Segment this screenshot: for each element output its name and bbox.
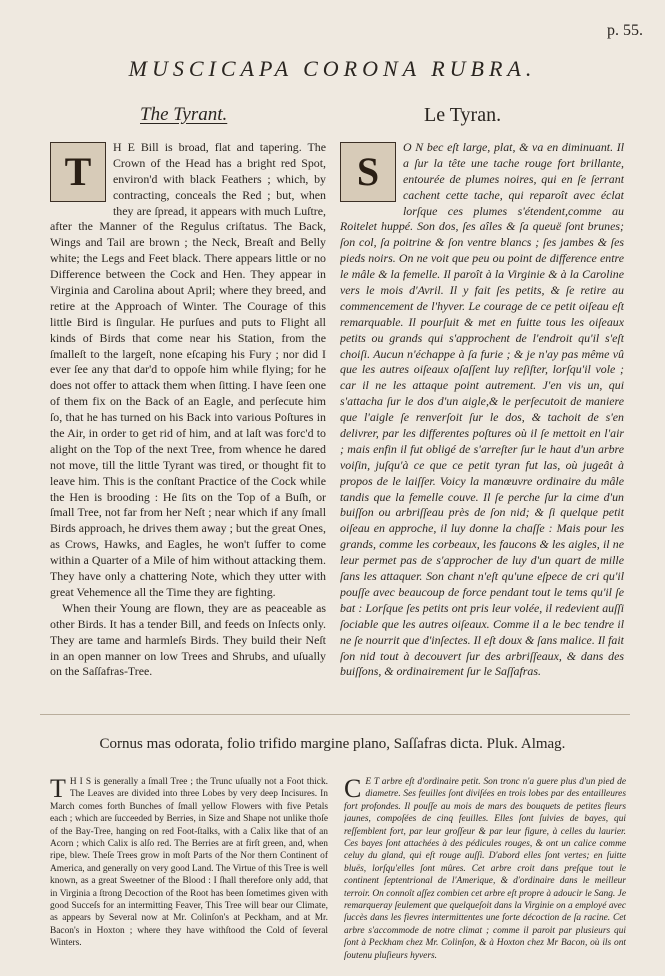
french-paragraph-1: O N bec eſt large, plat, & va en diminuant. Il a ſur la tête une tache rouge fort brillante, entourée de plumes noires, qui en ſe ſerrant cachent cette tache, qui reparoît avec éclat lorſque ces plumes s'étendent,comme au Roitelet huppé. Son dos, ſes aîles & ſa queuë ſont brunes; ſon col, ſa poitrine & ſon ventre blancs ; ſes jambes & ſes pieds noirs. On ne voit que peu ou point de difference entre le mâle & la femelle. Il paroît à la Virginie & à la Caroline vers le mois d'Avril. Il y fait ſes petits, & ſe retire au commencement de l'hyver. Le courage de ce petit oiſeau eſt remarquable. Il pourſuit & met en fuitte tous les oiſeaux petits ou grands qui s'approchent de l'endroit qu'il s'eſt choiſi. Aucun n'échappe à ſa furie ; & je n'ay pas même vû que les autres oiſeaux oſaſſent luy reſiſter, lorſqu'il vole ; car il ne les attaque point autrement. J'en vis un, qui s'attacha ſur le dos d'un aigle,& le perſecutoit de maniere que l'aigle ſe renverſoit ſur le dos, & tachoit de s'en delivrer, par les differentes poſtures où il ſe mettoit en l'air ; mais enfin il fut obligé de s'arreſter ſur le haut d'un arbre voiſin, juſqu'à ce que ce petit tyran fut las, où jugeât à propos de le laiſſer. Voicy la manœuvre ordinaire du mâle tandis que la femelle couve. Il ſe perche ſur la cime d'un buiſſon ou arbriſſeau près de ſon nid; & ſi quelque petit oiſeau en approche, il luy donne la chaſſe : Mais pour les grands, comme les corbeaux, les faucons & les aigles, il ne leur permet pas de s'approcher de luy d'un quart de mille ſans les attaquer. Son chant n'eſt qu'une eſpece de cri qu'il pouſſe avec beaucoup de force pendant tout le tems qu'il ſe bat : Lorſque ſes petits ont pris leur volée, il redevient auſſi ſociable que les autres oiſeaux. Comme il a le bec tendre il ne ſe nourrit que d'inſectes. Il eſt doux & ſans malice. Il fait ſon nid tout à decouvert ſur des arbriſſeaux, & dans des buiſſons, & ordinairement ſur le Saſſafras. [340,140,624,679]
footer-french [344,776,626,968]
subtitle-french: Le Tyran. [424,104,502,126]
english-paragraph-1: H E Bill is broad, flat and tapering. The Crown of the Head has a bright red Spot, environ'd with black Feathers ; which, by contracting, conceals the Red ; but, when they are ſpread, it appears with much Luſtre, after the Manner of the Regulus criſtatus. The Back, Wings and Tail are brown ; the Neck, Breaſt and Belly white; the Legs and Feet black. There appears little or no Difference between the Cock and Hen. They appear in Virginia and Carolina about April; where they breed, and retire at the Approach of Winter. The Courage of this little Bird is ſingular. He purſues and puts to Flight all kinds of Birds that come near his Station, from the ſmalleſt to the largeſt, none eſcaping his Fury ; nor did I ever ſee any that dar'd to oppoſe him while flying; for he does not offer to attack them when ſitting. I have ſeen one of them fix on the Back of an Eagle, and perſecute him ſo, that he has turned on his Back into various Poſtures in the Air, in order to get rid of him, and at laſt was forc'd to alight on the Top of the next Tree, from whence he dared not move, till the little Tyrant was tired, or thought fit to leave him. This is the conſtant Practice of the Cock while the Hen is brooding : He ſits on the Top of a Buſh, or ſmall Tree, not far from her Neſt ; near which if any ſmall Birds approach, he drives them away ; but the great Ones, as Crows, Hawks, and Eagles, he won't ſuffer to come within a Quarter of a Mile of him without attacking them. They have only a chattering Note, which they utter with great Vehemence all the Time they are fighting. [50,140,326,599]
french-dropcap: S [340,142,396,202]
english-column [50,140,326,705]
section-divider [40,714,630,715]
footer-english-text: H I S is generally a ſmall Tree ; the Trunc uſually not a Foot thick. The Leaves are divided into three Lobes by very deep Incisures. In March comes forth Bunches of ſmall yellow Flowers with five Petals each ; which are ſucceeded by Berries, in Size and Shape not unlike thoſe of the Bay-Tree, hanging on red Foot-ſtalks, with a Calix like that of an Acorn ; which Calix is alſo red. The Berries are at firſt green, and, when ripe, blew. Theſe Trees grow in moſt Parts of the Nor thern Continent of America, and generally on very good Land. The Virtue of this Tree is well known, as a great Sweetner of the Blood : I ſhall therefore only add, that in Virginia a ſtrong Decoction of the Root has been ſometimes given with good Succeſs for an intermitting Feaver, This Tree will bear our Climate, as appears by Several now at Mr. Colinſon's at Peckham, and at Mr. Bacon's in Hoxton ; where they have withſtood the Cold of ſeveral Winters. [50,777,328,949]
footer-french-cap: C [344,776,362,803]
english-paragraph-2: When their Young are flown, they are as peaceable as other Birds. It has a tender Bill, and feeds on Inſects only. They are tame and harmleſs Birds. They build their Neſt in an open manner on low Trees and Shrubs, and uſually on the Saſſafras-Tree. [50,600,326,679]
footer-english [50,776,328,968]
footer-french-text: E T arbre eſt d'ordinaire petit. Son tronc n'a guere plus d'un pied de diametre. Ses feuilles ſont diviſées en trois lobes par des entailleures fort profondes. Il pouſſe au mois de mars des bouquets de petites fleurs jaunes, compoſées de cinq feuilles. Elles ſont ſuivies de bayes, qui reſſemblent fort, par leur groſſeur & par leur figure, à celles du laurier. Ces bayes ſont attachées à des pédicules rouges, & ont un calice comme celuy du gland, qui eſt rouge auſſi. D'abord elles ſont vertes; en ſuitte bluës, lorſqu'elles ſont mûres. Cet arbre croit dans preſque tout le continent ſeptentrional de l'Amerique, & d'ordinaire dans le meilleur terroir. On connoît aſſez combien cet arbre eſt propre à adoucir le Sang. Je remarqueray ſeulement que quelqueſoit dans la Virginie on a employé avec ſuccès dans les fievres intermittentes une forte décoction de ſa racine. Cet arbre s'accommode de notre climat ; comme il paroit par plusieurs qui ſont à Peckham chez Mr. Colinſon, & à Hoxton chez Mr Bacon, où ils ont ſoutenu pluſieurs hyvers. [344,777,626,961]
footer-english-cap: T [50,776,66,803]
subtitle-english: The Tyrant. [140,104,228,125]
french-column [340,140,624,705]
footer-title: Cornus mas odorata, folio trifido margine plano, Saſſafras dicta. Pluk. Almag. [99,736,566,752]
page-number: p. 55. [607,22,643,39]
english-dropcap: T [50,142,106,202]
main-title: MUSCICAPA CORONA RUBRA. [128,56,537,81]
